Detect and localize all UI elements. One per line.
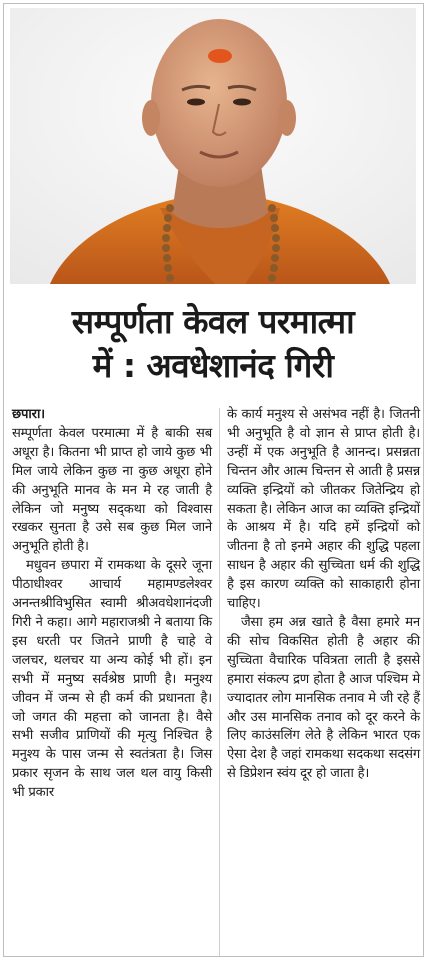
article-column-right bbox=[227, 406, 420, 784]
column-divider bbox=[219, 408, 220, 956]
headline bbox=[10, 300, 416, 388]
paragraph: जैसा हम अन्न खाते है वैसा हमारे मन की सोच विकसित होती है अहार की सुच्चिता वैचारिक पवित्रता लाती है इससे हमारा संकल्प द्रण होता है आज पश्चिम मे ज्यादातर लोग मानसिक तनाव मे जी रहे हैं और उस मानसिक तनाव को दूर करने के लिए काउंसलिंग लेते है लेकिन भारत एक ऐसा देश है जहां रामकथा सदकथा सदसंग से डिप्रेशन स्वंय दूर हो जाता है। bbox=[227, 614, 420, 782]
headline-line-1: सम्पूर्णता केवल परमात्मा bbox=[71, 302, 355, 341]
dateline: छपारा। bbox=[12, 407, 45, 422]
article-column-left bbox=[12, 406, 212, 803]
newspaper-clipping bbox=[3, 3, 424, 957]
headline-line-2: में : अवधेशानंद गिरी bbox=[92, 346, 334, 385]
paragraph: सम्पूर्णता केवल परमात्मा में है बाकी सब अधूरा है। कितना भी प्राप्त हो जाये कुछ भी मिल जाये लेकिन कुछ ना कुछ अधूरा होने की अनुभूति मानव के मन मे रह जाती है लेकिन जो मनुष्य सद्कथा को विश्वास रखकर सुनता है उसे सब कुछ मिल जाने अनुभूति होती है। bbox=[12, 425, 212, 555]
paragraph: के कार्य मनुश्य से असंभव नहीं है। जितनी भी अनुभूति है वो ज्ञान से प्राप्त होती है। उन्हीं में एक अनुभूति है आनन्द। प्रसन्नता चिन्तन और आत्म चिन्तन से आती है प्रसन्न व्यक्ति इन्द्रियों को जीतकर जितेन्द्रिय हो सकता है। लेकिन आज का व्यक्ति इन्द्रियों के आश्रय में है। यदि हमें इन्द्रियों को जीतना है तो इनमे अहार की शुद्धि पहला साधन है अहार की सुच्चिता धर्म की शुद्धि है इस कारण व्यक्ति को साकाहारी होना चाहिए। bbox=[227, 407, 420, 612]
portrait-photo bbox=[10, 8, 416, 284]
paragraph: मधुवन छपारा में रामकथा के दूसरे जूना पीठाधीश्वर आचार्य महामण्डलेश्वर अनन्तश्रीविभुसित स्वामी श्रीअवधेशानंदजी गिरी ने कहा। आगे महाराजश्री ने बताया कि इस धरती पर जितने प्राणी है चाहे वे जलचर, थलचर या अन्य कोई भी हों। इन सभी में मनुष्य सर्वश्रेष्ठ प्राणी है। मनुश्य जीवन में जन्म से ही कर्म की प्रधानता है। जो जगत की महत्ता को जानता है। वैसे सभी सजीव प्राणियों की मृत्यु निश्चित है मनुश्य के पास जन्म से स्वतंत्रता है। जिस प्रकार सृजन के साथ जल थल वायु किसी भी प्रकार bbox=[12, 558, 212, 801]
